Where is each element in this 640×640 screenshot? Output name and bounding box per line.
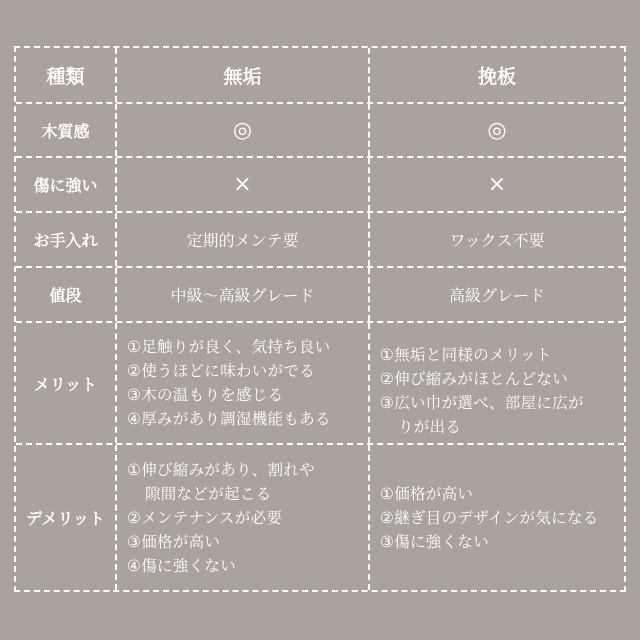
table-row-care	[16, 213, 624, 268]
header-type: 種類	[16, 48, 117, 102]
row-label-demerit: デメリット	[16, 445, 117, 590]
hiki-wood-value: ◎	[487, 117, 507, 143]
table-header-row	[16, 48, 624, 104]
row-label-care: お手入れ	[16, 213, 117, 266]
list-item: ①無垢と同様のメリット	[380, 346, 552, 364]
list-item: ③木の温もりを感じる	[127, 386, 284, 404]
list-item: りが出る	[398, 418, 462, 436]
hiki-scratch-value: ×	[487, 172, 507, 197]
list-item: ④傷に強くない	[127, 556, 236, 575]
row-label-merit: メリット	[16, 323, 117, 443]
table-row-demerit	[16, 445, 624, 590]
row-label-price: 値段	[16, 268, 117, 321]
hiki-merit-list	[370, 323, 624, 443]
header-hiki: 挽板	[477, 65, 516, 88]
table-row-price	[16, 268, 624, 323]
list-item: ④厚みがあり調湿機能もある	[127, 410, 331, 428]
list-item: ①伸び縮みがあり、割れや	[127, 460, 315, 479]
muku-wood-value: ◎	[117, 104, 370, 156]
list-item: ①価格が高い	[380, 484, 474, 503]
table-row-wood	[16, 104, 624, 158]
list-item: 隙間などが起こる	[145, 484, 272, 503]
row-label-scratch: 傷に強い	[16, 158, 117, 211]
muku-demerit-list	[117, 445, 370, 590]
hiki-care-value: ワックス不要	[449, 231, 545, 250]
muku-price-value: 中級〜高級グレード	[117, 268, 370, 321]
list-item: ③傷に強くない	[380, 532, 489, 551]
comparison-table	[14, 46, 626, 592]
list-item: ②伸び縮みがほとんどない	[380, 370, 568, 388]
list-item: ②使うほどに味わいがでる	[127, 362, 315, 380]
header-muku: 無垢	[117, 48, 370, 102]
muku-scratch-value: ×	[117, 158, 370, 211]
muku-merit-list	[117, 323, 370, 443]
list-item: ①足触りが良く、気持ち良い	[127, 338, 331, 356]
row-label-wood: 木質感	[16, 104, 117, 156]
list-item: ②メンテナンスが必要	[127, 508, 283, 527]
list-item: ③価格が高い	[127, 532, 221, 551]
muku-care-value: 定期的メンテ要	[117, 213, 370, 266]
list-item: ②継ぎ目のデザインが気になる	[380, 508, 599, 527]
table-row-merit	[16, 323, 624, 445]
hiki-price-value: 高級グレード	[448, 286, 545, 305]
hiki-demerit-list	[370, 445, 624, 590]
table-row-scratch	[16, 158, 624, 213]
list-item: ③広い巾が選べ、部屋に広が	[380, 394, 584, 412]
